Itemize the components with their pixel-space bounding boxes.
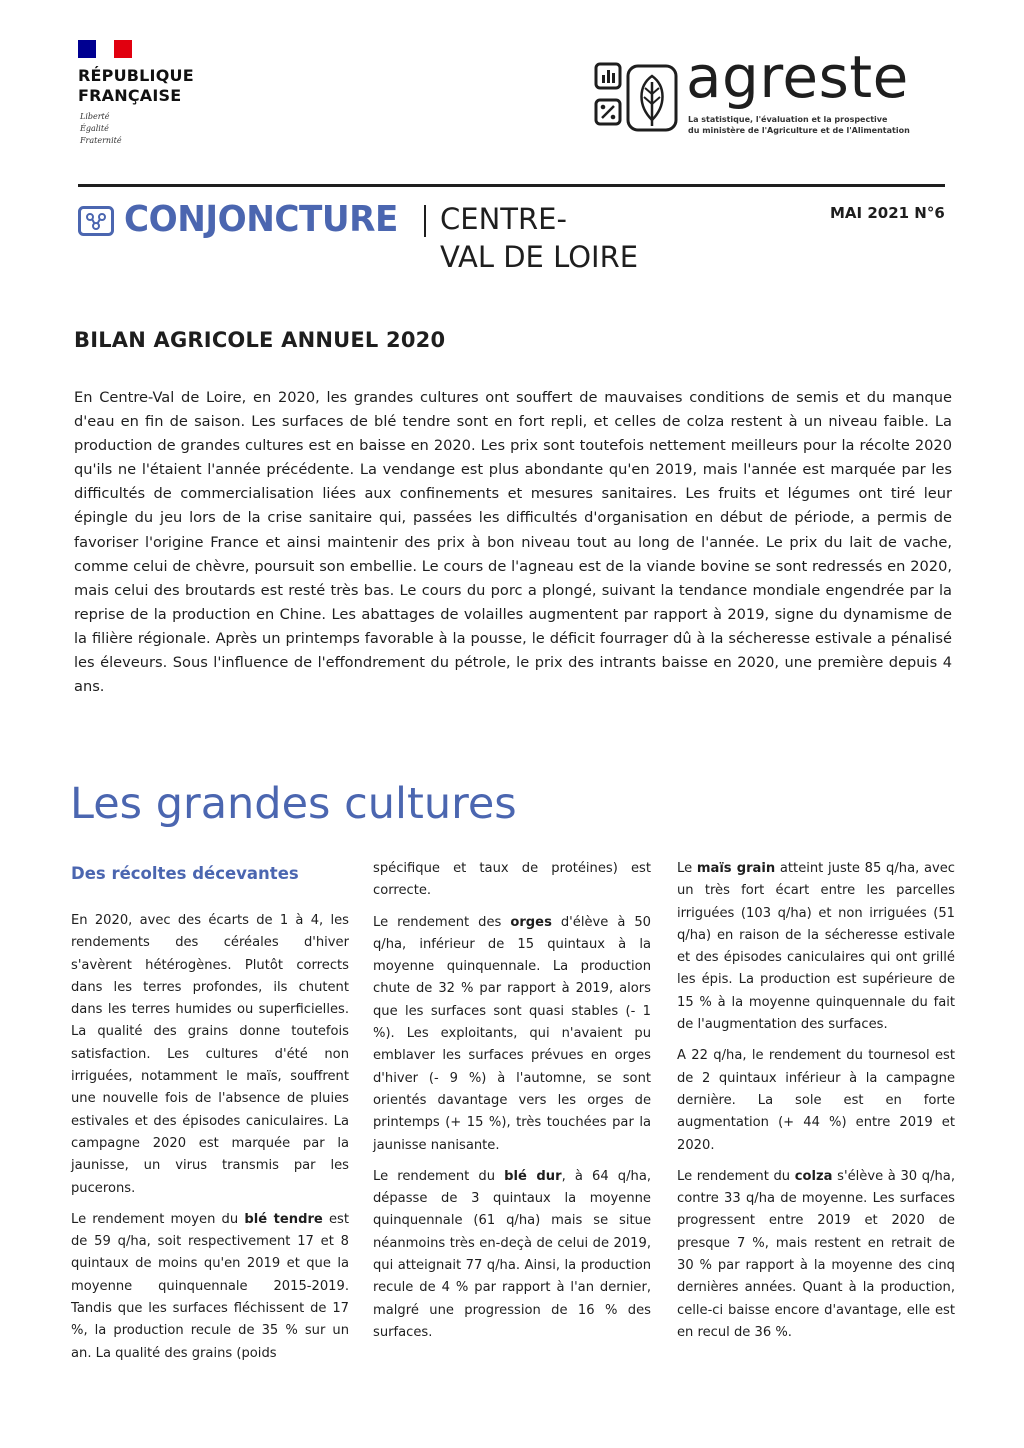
paragraph-ble-dur [373,1166,651,1344]
agreste-tagline-2: du ministère de l'Agriculture et de l'Alimentation [688,126,910,135]
motto-liberte: Liberté [80,112,110,121]
article-intro: En Centre-Val de Loire, en 2020, les grandes cultures ont souffert de mauvaises conditions de semis et du manque d'eau en fin de saison. Les surfaces de blé tendre sont en fort repli, et celles de colza restent à un niveau faible. La production de grandes cultures est en baisse en 2020. Les prix sont toutefois nettement meilleurs pour la récolte 2020 qu'ils ne l'étaient l'année précédente. La vendange est plus abondante qu'en 2019, mais l'année est marquée par les difficultés de commercialisation liées aux confinements et mesures sanitaires. Les fruits et légumes ont tiré leur épingle du jeu lors de la crise sanitaire qui, passées les difficultés d'organisation en début de période, a permis de favoriser l'origine France et ainsi maintenir des prix à bon niveau tout au long de l'année. Le prix du lait de vache, comme celui de chèvre, poursuit son embellie. Le cours de l'agneau est de la viande bovine se sont redressés en 2020, mais celui des broutards est resté très bas. Le cours du porc a plongé, suivant la tendance mondiale engendrée par la reprise de la production en Chine. Les abattages de volailles augmentent par rapport à 2019, signe du dynamisme de la filière régionale. Après un printemps favorable à la pousse, le déficit fourrager dû à la sécheresse estivale a pénalisé les éleveurs. Sous l'influence de l'effondrement du pétrole, le prix des intrants baisse en 2020, une première depuis 4 ans. [74,389,952,696]
paragraph-mais-grain [677,858,955,1036]
paragraph-text: s'élève à 30 q/ha, contre 33 q/ha de moyenne. Les surfaces progressent entre 2019 et 2020 de presque 7 %, mais restent en retrait de 30 % par rapport à la moyenne des cinq dernières années. Quant à la production, celle-ci baisse encore d'avantage, elle est en recul de 36 %. [677,1168,955,1340]
subheading: Des récoltes décevantes [71,864,299,883]
article-title: BILAN AGRICOLE ANNUEL 2020 [74,328,446,352]
paragraph-orges [373,912,651,1157]
paragraph-text: atteint juste 85 q/ha, avec un très fort écart entre les parcelles irriguées (103 q/ha) et non irriguées (51 q/ha) en raison de la sécheresse estivale et des épisodes caniculaires qui ont grillé les épis. La production est supérieure de 15 % à la moyenne quinquennale du fait de l'augmentation des surfaces. [677,861,955,1033]
paragraph-qualite: spécifique et taux de protéines) est correcte. [373,861,651,899]
flag-blue-band [78,40,96,58]
region-line-1: CENTRE- [440,202,567,236]
republique-motto [80,111,122,147]
crop-name-ble-tendre: blé tendre [244,1211,323,1227]
paragraph-text: Le rendement du [677,1168,795,1184]
paragraph-colza [677,1166,955,1344]
republique-francaise-name [78,66,194,106]
issue-date: MAI 2021 N°6 [830,204,945,222]
conjoncture-icon [78,206,114,236]
region-name [440,200,638,276]
crop-name-orges: orges [510,914,552,930]
agreste-logo-icon [594,62,680,134]
paragraph-tournesol: A 22 q/ha, le rendement du tournesol est de 2 quintaux inférieur à la campagne dernière. La sole est en forte augmentation (+ 44 %) entre 2019 et 2020. [677,1048,955,1153]
paragraph-text: Le rendement des [373,914,511,930]
header-divider [78,184,945,187]
agreste-tagline-1: La statistique, l'évaluation et la prospective [688,115,888,124]
motto-egalite: Égalité [80,124,109,133]
text-column-3 [677,858,955,1353]
section-title: Les grandes cultures [70,779,517,829]
rf-line-1: RÉPUBLIQUE [78,66,194,85]
agreste-tagline [688,114,910,136]
paragraph-text: Le [677,861,697,876]
paragraph-text: Le rendement du [373,1168,505,1184]
paragraph-text: , à 64 q/ha, dépasse de 3 quintaux la moyenne quinquennale (61 q/ha) mais se situe néanmoins très en-deçà de celui de 2019, qui atteignait 77 q/ha. Ainsi, la production recule de 4 % par rapport à l'an dernier, malgré une progression de 16 % des surfaces. [373,1168,652,1340]
motto-fraternite: Fraternité [80,136,122,145]
paragraph-cereales: En 2020, avec des écarts de 1 à 4, les rendements des céréales d'hiver s'avèrent hétérogènes. Plutôt corrects dans les terres profondes, ils chutent dans les terres humides ou superficielles. La qualité des grains donne toutefois satisfaction. Les cultures d'été non irriguées, notamment le maïs, souffrent une nouvelle fois de l'absence de pluies estivales et des épisodes caniculaires. La campagne 2020 est marquée par la jaunisse, un virus transmis par les pucerons. [71,913,349,1196]
region-line-2: VAL DE LOIRE [440,240,639,274]
rf-line-2: FRANÇAISE [78,86,182,105]
crop-name-colza: colza [794,1168,833,1184]
flag-white-band [96,40,114,58]
paragraph-text: est de 59 q/ha, soit respectivement 17 et 8 quintaux de moins qu'en 2019 et que la moyenne quinquennale 2015-2019. Tandis que les surfaces fléchissent de 17 %, la production recule de 35 % sur un an. La qualité des grains (poids [71,1211,349,1361]
text-column-2 [373,858,651,1353]
crop-name-ble-dur: blé dur [504,1168,562,1184]
text-column-1 [71,858,349,1374]
flag-red-band [114,40,132,58]
title-separator [424,205,426,237]
paragraph-text: d'élève à 50 q/ha, inférieur de 15 quintaux à la moyenne quinquennale. La production chute de 32 % par rapport à 2019, alors que les surfaces sont quasi stables (- 1 %). Les exploitants, qui n'avaient pu emblaver les surfaces prévues en orges d'hiver (- 9 %) à l'automne, se sont orientés davantage vers les orges de printemps (+ 15 %), très touchées par la jaunisse nanisante. [373,914,651,1153]
republique-francaise-flag [78,40,132,58]
paragraph-text: Le rendement moyen du [71,1211,245,1227]
paragraph-ble-tendre [71,1209,349,1365]
crop-name-mais-grain: maïs grain [696,861,776,876]
conjoncture-title: CONJONCTURE [124,199,398,240]
agreste-wordmark: agreste [686,43,909,111]
